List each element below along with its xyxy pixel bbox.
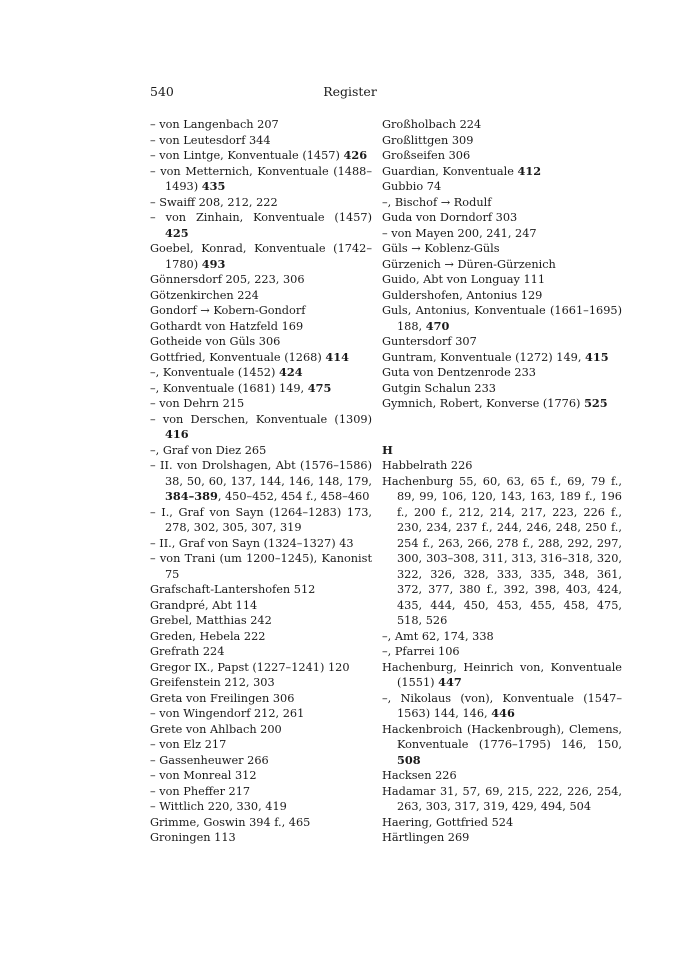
entry-text: Hachenburg, Heinrich von, Konventuale (1551) bbox=[382, 660, 622, 689]
entry-text: –, Bischof → Rodulf bbox=[382, 195, 492, 209]
index-group-g bbox=[382, 117, 622, 412]
index-group-h bbox=[382, 458, 622, 846]
entry-page-bold: 426 bbox=[343, 148, 368, 162]
entry-text: Grebel, Matthias 242 bbox=[150, 614, 272, 627]
index-entry bbox=[150, 505, 372, 536]
entry-page-bold: 425 bbox=[165, 225, 189, 240]
index-entry bbox=[150, 598, 372, 614]
entry-text: – von Zinhain, Konventuale (1457) bbox=[150, 211, 372, 224]
entry-text: Großlittgen 309 bbox=[382, 133, 474, 147]
index-entry bbox=[382, 241, 622, 257]
entry-text: Hachenburg 55, 60, 63, 65 f., 69, 79 f., 89, 99, 106, 120, 143, 163, 189 f., 196 f., 200 f., 212, 214, 217, 223, 226 f., 230, 234, 237 f., 244, 246, 248, 250 f., 254 f., 263, 266, 278 f., 288, 292, 297, 300, 303–308, 311, 313, 316–318, 320, 322, 326, 328, 333, 335, 348, 361, 372, 377, 380 f., 392, 398, 403, 424, 435, 444, 450, 453, 455, 458, 475, 518, 526 bbox=[382, 474, 622, 627]
entry-text: –, Konventuale (1452) bbox=[150, 366, 279, 379]
index-entry bbox=[150, 117, 372, 133]
index-entry bbox=[150, 412, 372, 443]
entry-text: – von Wingendorf 212, 261 bbox=[150, 707, 305, 720]
index-entry bbox=[382, 691, 622, 722]
index-entry bbox=[150, 768, 372, 784]
index-entry bbox=[382, 815, 622, 831]
entry-text: Gymnich, Robert, Konverse (1776) bbox=[382, 397, 585, 410]
entry-page-bold: 508 bbox=[397, 752, 421, 767]
entry-text: Gotheide von Güls 306 bbox=[150, 335, 281, 348]
entry-page-bold: 412 bbox=[517, 163, 542, 178]
entry-text: Greta von Freilingen 306 bbox=[150, 691, 295, 705]
index-entry bbox=[150, 241, 372, 272]
index-entry bbox=[150, 675, 372, 691]
index-entry bbox=[150, 706, 372, 722]
entry-text: Habbelrath 226 bbox=[382, 459, 473, 472]
index-entry bbox=[150, 272, 372, 288]
index-entry bbox=[150, 830, 372, 846]
index-entry bbox=[150, 753, 372, 769]
entry-text: Hackenbroich (Hackenbrough), Clemens, Konventuale (1776–1795) 146, 150, bbox=[382, 722, 622, 751]
entry-text: Götzenkirchen 224 bbox=[150, 288, 259, 302]
index-entry bbox=[382, 257, 622, 273]
entry-text: – von Pheffer 217 bbox=[150, 784, 251, 798]
index-column-left bbox=[150, 117, 372, 846]
entry-text: Gubbio 74 bbox=[382, 180, 442, 193]
entry-text: –, Nikolaus (von), Konventuale (1547–1563) 144, 146, bbox=[382, 691, 622, 720]
index-entry bbox=[382, 195, 622, 211]
entry-text: –, Konventuale (1681) 149, bbox=[150, 381, 308, 395]
entry-text: Guntram, Konventuale (1272) 149, bbox=[382, 350, 586, 364]
index-entry bbox=[382, 381, 622, 397]
entry-text: Großholbach 224 bbox=[382, 118, 482, 131]
entry-text: Großseifen 306 bbox=[382, 149, 471, 162]
entry-text: Guta von Dentzenrode 233 bbox=[382, 366, 536, 379]
index-entry bbox=[150, 722, 372, 738]
entry-page-bold: 384–389 bbox=[165, 489, 218, 503]
index-entry bbox=[382, 179, 622, 195]
index-entry bbox=[150, 582, 372, 598]
entry-text: Gutgin Schalun 233 bbox=[382, 381, 496, 395]
index-entry bbox=[150, 629, 372, 645]
index-entry bbox=[150, 303, 372, 319]
entry-text: Guldershofen, Antonius 129 bbox=[382, 288, 543, 302]
index-entry bbox=[150, 164, 372, 195]
entry-text: –, Pfarrei 106 bbox=[382, 645, 460, 658]
index-entry bbox=[150, 334, 372, 350]
entry-text: – von Langenbach 207 bbox=[150, 118, 279, 131]
entry-text: – II., Graf von Sayn (1324–1327) 43 bbox=[150, 536, 354, 550]
index-entry bbox=[382, 784, 622, 815]
entry-page-bold: 416 bbox=[165, 427, 189, 441]
entry-page-bold: 446 bbox=[491, 706, 515, 720]
index-entry bbox=[382, 365, 622, 381]
index-entry bbox=[382, 474, 622, 629]
entry-text: Guntersdorf 307 bbox=[382, 335, 477, 348]
index-entry bbox=[150, 148, 372, 164]
entry-page-bold: 424 bbox=[278, 365, 303, 379]
index-entry bbox=[382, 133, 622, 149]
entry-page-bold: 415 bbox=[585, 349, 609, 364]
index-entry bbox=[150, 784, 372, 800]
index-entry bbox=[382, 148, 622, 164]
entry-text: – I., Graf von Sayn (1264–1283) 173, 278, 302, 305, 307, 319 bbox=[150, 505, 372, 534]
entry-text-continued: , 450–452, 454 f., 458–460 bbox=[217, 490, 370, 503]
index-entry bbox=[382, 722, 622, 769]
entry-text: – von Elz 217 bbox=[150, 738, 227, 751]
entry-text: Hacksen 226 bbox=[382, 769, 457, 782]
index-entry bbox=[150, 319, 372, 335]
entry-text: Gregor IX., Papst (1227–1241) 120 bbox=[150, 660, 350, 674]
index-entry bbox=[150, 551, 372, 582]
entry-text: – von Derschen, Konventuale (1309) bbox=[150, 412, 372, 426]
entry-text: Guda von Dorndorf 303 bbox=[382, 211, 518, 224]
entry-text: – von Dehrn 215 bbox=[150, 397, 245, 410]
entry-text: Grandpré, Abt 114 bbox=[150, 598, 258, 612]
entry-text: Härtlingen 269 bbox=[382, 831, 470, 844]
entry-text: – Gassenheuwer 266 bbox=[150, 753, 269, 767]
index-entry bbox=[382, 629, 622, 645]
entry-text: Hadamar 31, 57, 69, 215, 222, 226, 254, 263, 303, 317, 319, 429, 494, 504 bbox=[382, 784, 622, 813]
entry-text: Haering, Gottfried 524 bbox=[382, 815, 514, 829]
entry-text: – II. von Drolshagen, Abt (1576–1586) 38, 50, 60, 137, 144, 146, 148, 179, bbox=[150, 459, 372, 488]
index-entry bbox=[382, 458, 622, 474]
entry-page-bold: 525 bbox=[584, 396, 608, 410]
entry-text: Gürzenich → Düren-Gürzenich bbox=[382, 257, 556, 271]
index-entry bbox=[150, 350, 372, 366]
index-entry bbox=[382, 830, 622, 846]
entry-text: Greifenstein 212, 303 bbox=[150, 676, 275, 689]
entry-page-bold: 447 bbox=[438, 675, 462, 689]
index-entry bbox=[150, 799, 372, 815]
entry-text: – von Leutesdorf 344 bbox=[150, 133, 271, 147]
entry-text: Guardian, Konventuale bbox=[382, 164, 518, 178]
entry-page-bold: 470 bbox=[425, 318, 450, 333]
index-entry bbox=[150, 288, 372, 304]
index-entry bbox=[382, 350, 622, 366]
entry-text: Guido, Abt von Longuay 111 bbox=[382, 273, 546, 286]
entry-text: Gönnersdorf 205, 223, 306 bbox=[150, 273, 305, 286]
index-entry bbox=[150, 660, 372, 676]
index-entry bbox=[150, 365, 372, 381]
entry-text: Greden, Hebela 222 bbox=[150, 629, 266, 643]
index-entry bbox=[150, 644, 372, 660]
page-number: 540 bbox=[150, 84, 174, 99]
index-entry bbox=[150, 133, 372, 149]
entry-text: – von Monreal 312 bbox=[150, 769, 257, 782]
entry-text: – von Mayen 200, 241, 247 bbox=[382, 226, 537, 240]
entry-text: – von Lintge, Konventuale (1457) bbox=[150, 149, 344, 162]
index-entry bbox=[382, 334, 622, 350]
index-entry bbox=[382, 768, 622, 784]
entry-text: Guls, Antonius, Konventuale (1661–1695) 188, bbox=[382, 304, 622, 333]
entry-text: –, Amt 62, 174, 338 bbox=[382, 629, 494, 643]
entry-text: – von Trani (um 1200–1245), Kanonist 75 bbox=[150, 552, 372, 581]
index-entry bbox=[150, 691, 372, 707]
index-entry bbox=[382, 303, 622, 334]
index-entry bbox=[150, 737, 372, 753]
index-entry bbox=[150, 210, 372, 241]
entry-page-bold: 414 bbox=[325, 349, 349, 364]
index-entry bbox=[382, 644, 622, 660]
entry-text: Groningen 113 bbox=[150, 831, 236, 844]
entry-page-bold: 475 bbox=[307, 380, 332, 395]
index-entry bbox=[150, 381, 372, 397]
index-entry bbox=[150, 195, 372, 211]
page-header bbox=[150, 84, 550, 102]
index-entry bbox=[382, 210, 622, 226]
index-entry bbox=[382, 272, 622, 288]
index-entry bbox=[382, 164, 622, 180]
index-entry bbox=[382, 226, 622, 242]
index-entry bbox=[382, 288, 622, 304]
running-title: Register bbox=[323, 84, 377, 99]
index-column-right bbox=[382, 117, 622, 846]
entry-text: –, Graf von Diez 265 bbox=[150, 443, 267, 457]
entry-text: Gottfried, Konventuale (1268) bbox=[150, 350, 326, 364]
entry-text: Grete von Ahlbach 200 bbox=[150, 722, 282, 736]
entry-text: Goebel, Konrad, Konventuale (1742–1780) bbox=[150, 242, 372, 271]
entry-page-bold: 435 bbox=[201, 179, 226, 193]
section-letter-h: H bbox=[382, 442, 393, 457]
index-entry bbox=[382, 660, 622, 691]
index-entry bbox=[150, 536, 372, 552]
index-entry bbox=[382, 117, 622, 133]
index-entry bbox=[382, 396, 622, 412]
entry-text: – von Metternich, Konventuale (1488–1493) bbox=[150, 164, 372, 193]
index-entry bbox=[150, 443, 372, 459]
index-entry bbox=[150, 396, 372, 412]
entry-text: – Swaiff 208, 212, 222 bbox=[150, 195, 278, 209]
entry-text: Grafschaft-Lantershofen 512 bbox=[150, 583, 316, 596]
entry-text: Gondorf → Kobern-Gondorf bbox=[150, 304, 306, 317]
entry-text: Gothardt von Hatzfeld 169 bbox=[150, 319, 304, 333]
entry-page-bold: 493 bbox=[201, 256, 226, 271]
entry-text: – Wittlich 220, 330, 419 bbox=[150, 800, 287, 813]
index-entry bbox=[150, 815, 372, 831]
index-entry bbox=[150, 458, 372, 505]
entry-text: Güls → Koblenz-Güls bbox=[382, 242, 500, 255]
index-entry bbox=[150, 613, 372, 629]
entry-text: Grefrath 224 bbox=[150, 645, 225, 658]
entry-text: Grimme, Goswin 394 f., 465 bbox=[150, 815, 311, 829]
